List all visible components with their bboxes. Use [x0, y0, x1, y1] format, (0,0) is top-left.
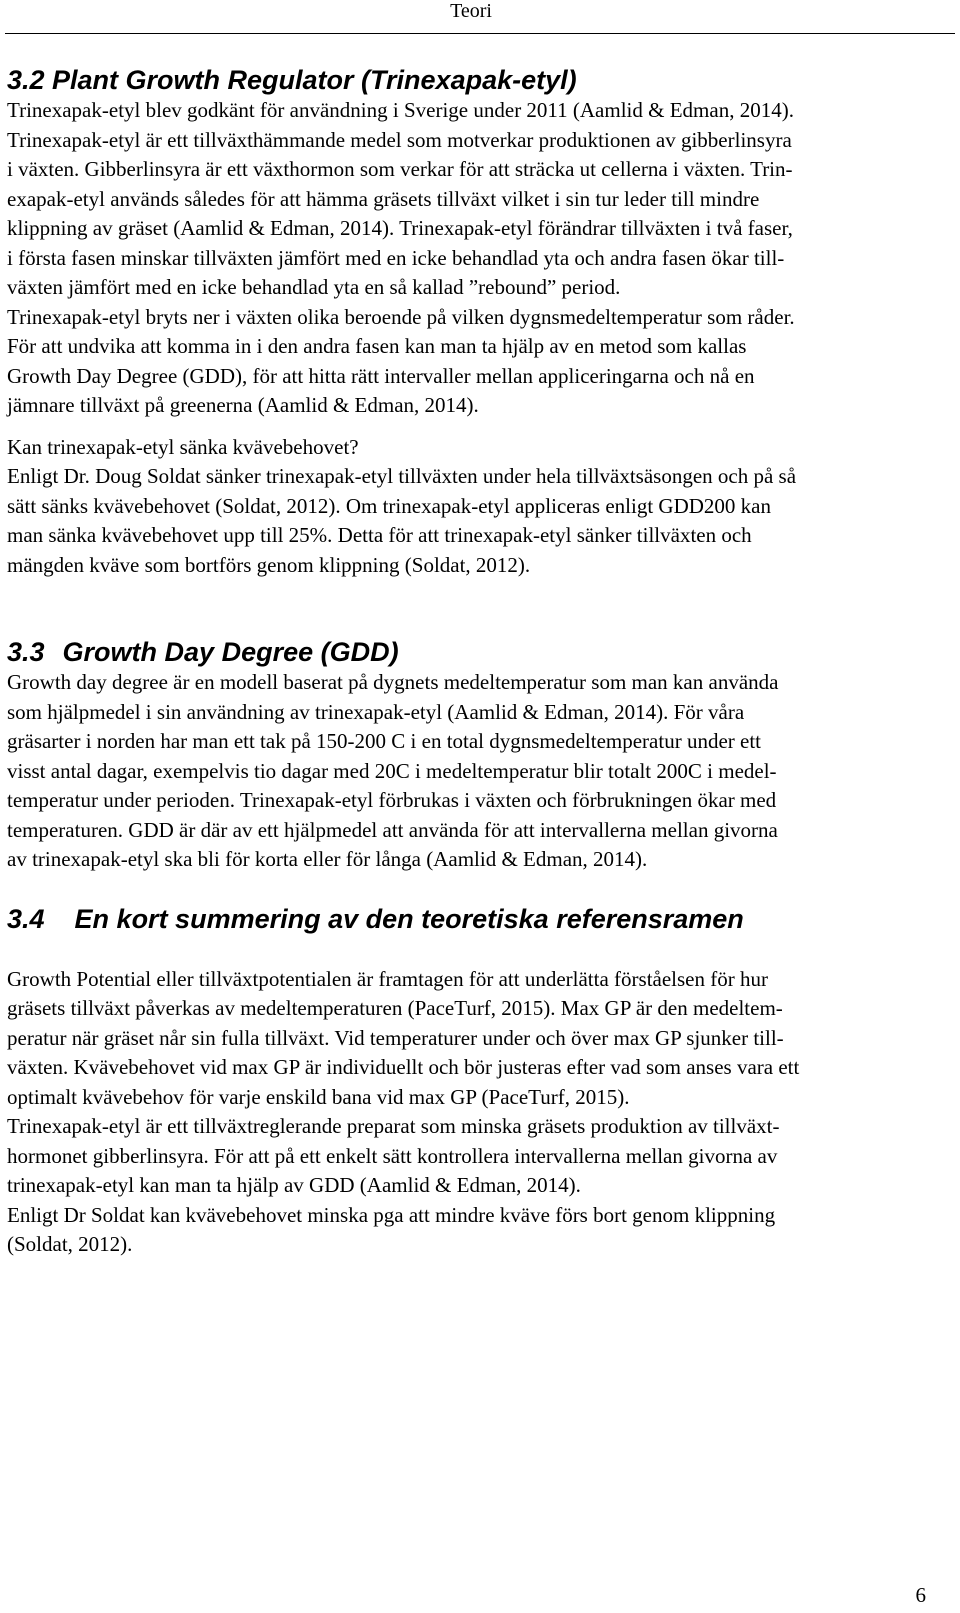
- section-3-4-heading: [7, 903, 953, 935]
- text-line: hormonet gibberlinsyra. För att på ett enkelt sätt kontrollera intervallerna mellan givorna av: [7, 1143, 778, 1168]
- text-line: Trinexapak-etyl är ett tillväxthämmande medel som motverkar produktionen av gibberlinsyra: [7, 127, 792, 152]
- section-3-2-heading: 3.2 Plant Growth Regulator (Trinexapak-etyl): [7, 65, 577, 95]
- text-line: växten jämfört med en icke behandlad yta en så kallad ”rebound” period.: [7, 275, 621, 299]
- page-content: [7, 64, 953, 1260]
- text-line: exapak-etyl används således för att hämma gräsets tillväxt vilket i sin tur leder till mindre: [7, 186, 760, 211]
- text-line: temperaturen. GDD är där av ett hjälpmedel att använda för att intervallerna mellan givorna: [7, 817, 778, 842]
- text-line: Trinexapak-etyl är ett tillväxtreglerande preparat som minska gräsets produktion av tillväxt-: [7, 1114, 780, 1138]
- text-line: (Soldat, 2012).: [7, 1232, 133, 1256]
- text-line: Enligt Dr Soldat kan kvävebehovet minska pga att mindre kväve förs bort genom klippning: [7, 1202, 776, 1227]
- section-title: En kort summering av den teoretiska referensramen: [74, 903, 744, 934]
- text-line: Growth day degree är en modell baserat på dygnets medeltemperatur som man kan använda: [7, 670, 779, 694]
- section-3-3-body: [7, 668, 953, 875]
- text-line: Enligt Dr. Doug Soldat sänker trinexapak-etyl tillväxten under hela tillväxtsäsongen och på så: [7, 464, 797, 488]
- text-line: gräsarter i norden har man ett tak på 150-200 C i en total dygnsmedeltemperatur under ett: [7, 729, 762, 753]
- text-line: Growth Potential eller tillväxtpotentialen är framtagen för att underlätta förståelsen för hur: [7, 966, 768, 991]
- text-line: Kan trinexapak-etyl sänka kvävebehovet?: [7, 434, 359, 459]
- text-line: visst antal dagar, exempelvis tio dagar med 20C i medeltemperatur blir totalt 200C i medel-: [7, 758, 777, 783]
- section-spacer: [7, 875, 953, 903]
- text-line: optimalt kvävebehov för varje enskild bana vid max GP (PaceTurf, 2015).: [7, 1084, 630, 1109]
- section-3-4-body: [7, 965, 953, 1260]
- section-3-2-body: [7, 96, 953, 421]
- text-line: av trinexapak-etyl ska bli för korta eller för långa (Aamlid & Edman, 2014).: [7, 847, 648, 871]
- text-line: gräsets tillväxt påverkas av medeltemperaturen (PaceTurf, 2015). Max GP är den medeltem-: [7, 996, 783, 1020]
- section-3-3-heading: [7, 636, 953, 668]
- text-line: i växten. Gibberlinsyra är ett växthormon som verkar för att sträcka ut cellerna i växten. Trin-: [7, 157, 793, 181]
- text-line: peratur när gräset når sin fulla tillväxt. Vid temperaturer under och över max GP sjunker till-: [7, 1025, 784, 1050]
- page-header: [0, 0, 960, 34]
- text-line: Trinexapak-etyl blev godkänt för användning i Sverige under 2011 (Aamlid & Edman, 2014).: [7, 98, 794, 122]
- section-number: 3.3: [7, 637, 45, 667]
- text-line: som hjälpmedel i sin användning av trinexapak-etyl (Aamlid & Edman, 2014). För våra: [7, 699, 745, 724]
- section-number: 3.4: [7, 903, 45, 934]
- text-line: växten. Kvävebehovet vid max GP är individuellt och bör justeras efter vad som anses vara ett: [7, 1055, 800, 1079]
- page-number: 6: [915, 1583, 926, 1607]
- text-line: mängden kväve som bortförs genom klippning (Soldat, 2012).: [7, 552, 531, 577]
- text-line: sätt sänks kvävebehovet (Soldat, 2012). Om trinexapak-etyl appliceras enligt GDD200 kan: [7, 493, 771, 518]
- text-line: man sänka kvävebehovet upp till 25%. Detta för att trinexapak-etyl sänker tillväxten och: [7, 523, 752, 547]
- section-title: Growth Day Degree (GDD): [62, 637, 399, 667]
- text-line: För att undvika att komma in i den andra fasen kan man ta hjälp av en metod som kallas: [7, 334, 747, 358]
- text-line: i första fasen minskar tillväxten jämfört med en icke behandlad yta och andra fasen ökar till-: [7, 245, 785, 270]
- text-line: trinexapak-etyl kan man ta hjälp av GDD (Aamlid & Edman, 2014).: [7, 1173, 581, 1197]
- text-line: jämnare tillväxt på greenerna (Aamlid & Edman, 2014).: [7, 393, 479, 417]
- running-header-title: Teori: [450, 0, 492, 22]
- section-spacer: [7, 935, 953, 965]
- text-line: Growth Day Degree (GDD), för att hitta rätt intervaller mellan appliceringarna och nå en: [7, 363, 755, 388]
- section-spacer: [7, 580, 953, 636]
- text-line: temperatur under perioden. Trinexapak-etyl förbrukas i växten och förbrukningen ökar med: [7, 788, 777, 812]
- text-line: klippning av gräset (Aamlid & Edman, 2014). Trinexapak-etyl förändrar tillväxten i två faser,: [7, 216, 793, 240]
- section-3-2-question-paragraph: [7, 433, 953, 581]
- header-rule: [5, 33, 955, 34]
- paragraph-spacer: [7, 421, 953, 433]
- text-line: Trinexapak-etyl bryts ner i växten olika beroende på vilken dygnsmedeltemperatur som råder.: [7, 304, 795, 329]
